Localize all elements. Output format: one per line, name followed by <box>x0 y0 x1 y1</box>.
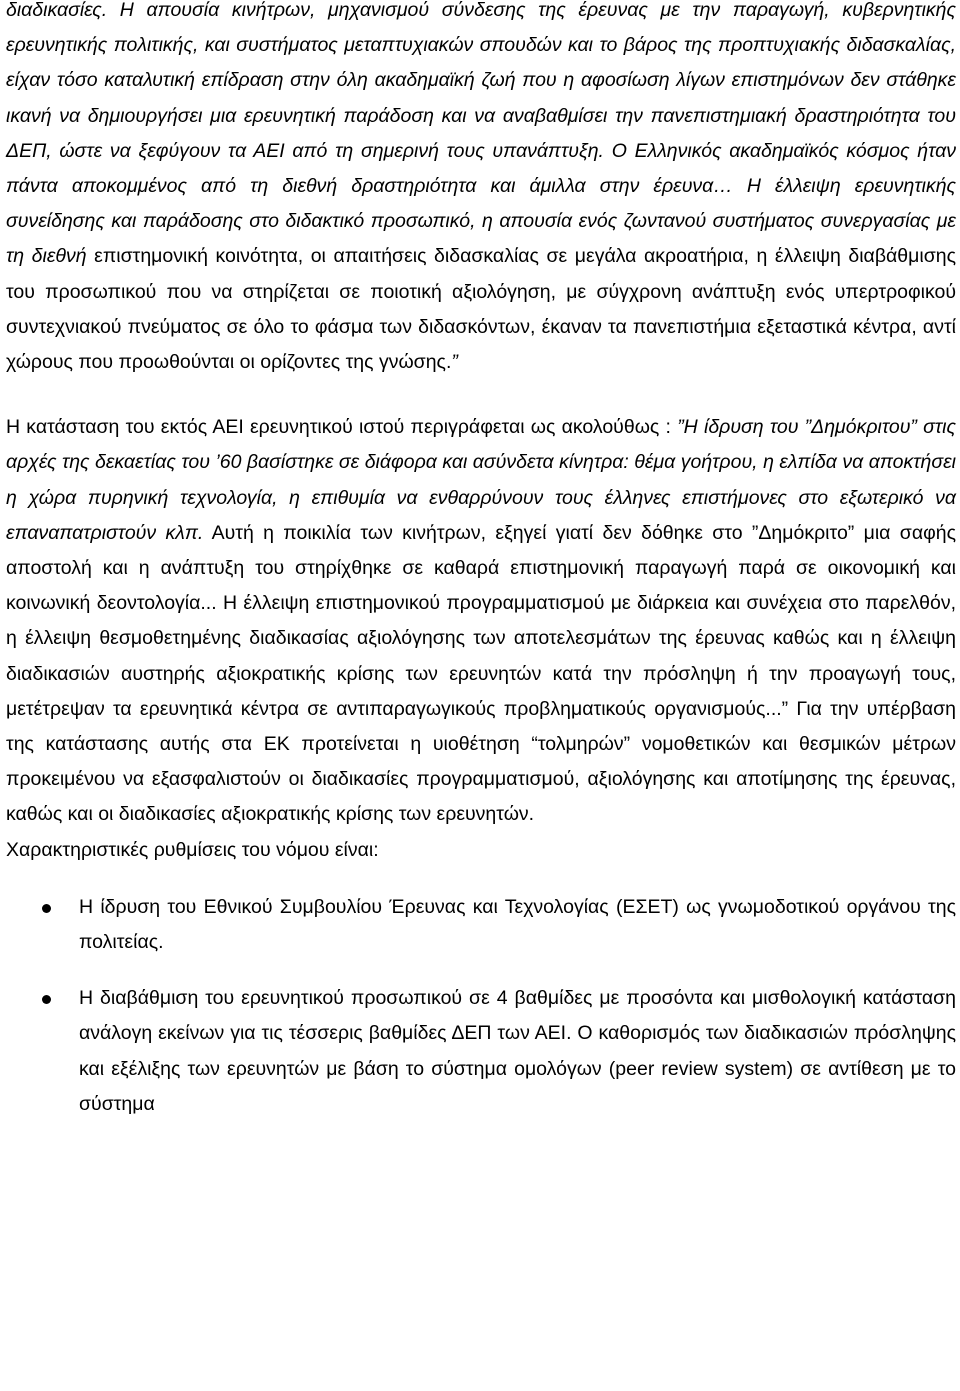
bullet-dot-icon <box>42 995 51 1004</box>
italic-quote-text: διαδικασίες. Η απουσία κινήτρων, μηχανισμού σύνδεσης της έρευνας με την παραγωγή, κυβερνητικής ερευνητικής πολιτικής, και συστήματος μεταπτυχιακών σπουδών και το βάρος της προπτυχιακής διδασκαλίας, είχαν τόσο καταλυτική επίδραση στην όλη ακαδημαϊκή ζωή που η αφοσίωση λίγων επιστημόνων δεν στάθηκε ικανή να δημιουργήσει μια ερευνητική παράδοση και να αναβαθμίσει την πανεπιστημιακή δραστηριότητα του ΔΕΠ, ώστε να ξεφύγουν τα ΑΕΙ από τη σημερινή τους υπανάπτυξη. Ο Ελληνικός ακαδημαϊκός κόσμος ήταν πάντα αποκομμένος από τη διεθνή δραστηριότητα και άμιλλα στην έρευνα… Η έλλειψη ερευνητικής συνείδησης και παράδοσης στο διδακτικό προσωπικό, η απουσία ενός ζωντανού συστήματος συνεργασίας με τη διεθνή <box>6 0 956 268</box>
paragraph-research-centers <box>6 410 956 832</box>
paragraph-spacer <box>6 380 956 410</box>
list-spacer <box>6 868 956 890</box>
democritus-quote-part-2: Αυτή η ποικιλία των κινήτρων, εξηγεί γιατί δεν δόθηκε στο ”Δημόκριτο” μια σαφής αποστολή και η ανάπτυξη του στηρίχθηκε σε καθαρά επιστημονική παραγωγή παρά σε οικονομική και κοινωνική δεοντολογία... Η έλλειψη επιστημονικού προγραμματισμού με διάρκεια και συνέχεια στο παρελθόν, η έλλειψη θεσμοθετημένης διαδικασίας αξιολόγησης των αποτελεσμάτων της έρευνας καθώς και η έλλειψη διαδικασιών αυστηρής αξιοκρατικής κρίσης των ερευνητών κατά την πρόσληψη ή την προαγωγή τους, μετέτρεψαν τα ερευνητικά κέντρα σε αντιπαραγωγικούς προβληματικούς οργανισμούς...” <box>6 521 956 720</box>
democritus-quote-part-1: ”Η ίδρυση του ”Δημόκριτου” στις αρχές της δεκαετίας του ’60 βασίστηκε σε διάφορα και ασύνδετα κίνητρα: θέμα γοήτρου, η ελπίδα να αποκτήσει η χώρα πυρηνική τεχνολογία, η επιθυμία να ενθαρρύνουν τους έλληνες επιστήμονες στο εξωτερικό να επαναπατριστούν κλπ. <box>6 416 956 544</box>
paragraph-law-provisions-intro: Χαρακτηριστικές ρυθμίσεις του νόμου είναι: <box>6 838 379 861</box>
closing-quote-mark: ” <box>451 351 458 374</box>
law-provisions-list <box>6 890 956 1122</box>
paragraph-trailing-text: Για την υπέρβαση της κατάστασης αυτής στα ΕΚ προτείνεται η υιοθέτηση “τολμηρών” νομοθετικών και θεσμικών μέτρων προκειμένου να εξασφαλιστούν οι διαδικασίες προγραμματισμού, αξιολόγησης και αποτίμησης της έρευνας, καθώς και οι διαδικασίες αξιοκρατικής κρίσης των ερευνητών. <box>6 697 956 826</box>
paragraph-lead-text: Η κατάσταση του εκτός ΑΕΙ ερευνητικού ιστού περιγράφεται ως ακολούθως : <box>6 416 678 439</box>
paragraph-quote-continuation <box>6 0 956 380</box>
quote-continuation-text: επιστημονική κοινότητα, οι απαιτήσεις διδασκαλίας σε μεγάλα ακροατήρια, η έλλειψη διαβάθμισης του προσωπικού που να στηρίζεται σε ποιοτική αξιολόγηση, με σύγχρονη ανάπτυξη ενός υπερτροφικού συντεχνιακού πνεύματος σε όλο το φάσμα των διδασκόντων, έκαναν τα πανεπιστήμια εξεταστικά κέντρα, αντί χώρους που προωθούνται οι ορίζοντες της γνώσης. <box>6 245 956 374</box>
list-item-text: Η ίδρυση του Εθνικού Συμβουλίου Έρευνας και Τεχνολογίας (ΕΣΕΤ) ως γνωμοδοτικού οργάνου της πολιτείας. <box>79 895 956 954</box>
list-item-text: Η διαβάθμιση του ερευνητικού προσωπικού σε 4 βαθμίδες με προσόντα και μισθολογική κατάσταση ανάλογη εκείνων για τις τέσσερις βαθμίδες ΔΕΠ των ΑΕΙ. Ο καθορισμός των διαδικασιών πρόσληψης και εξέλιξης των ερευνητών με βάση το σύστημα ομολόγων (peer review system) σε αντίθεση με το σύστημα <box>79 987 956 1115</box>
list-item <box>6 981 956 1122</box>
bullet-dot-icon <box>42 904 51 913</box>
list-item <box>6 890 956 960</box>
document-page <box>6 0 956 1122</box>
